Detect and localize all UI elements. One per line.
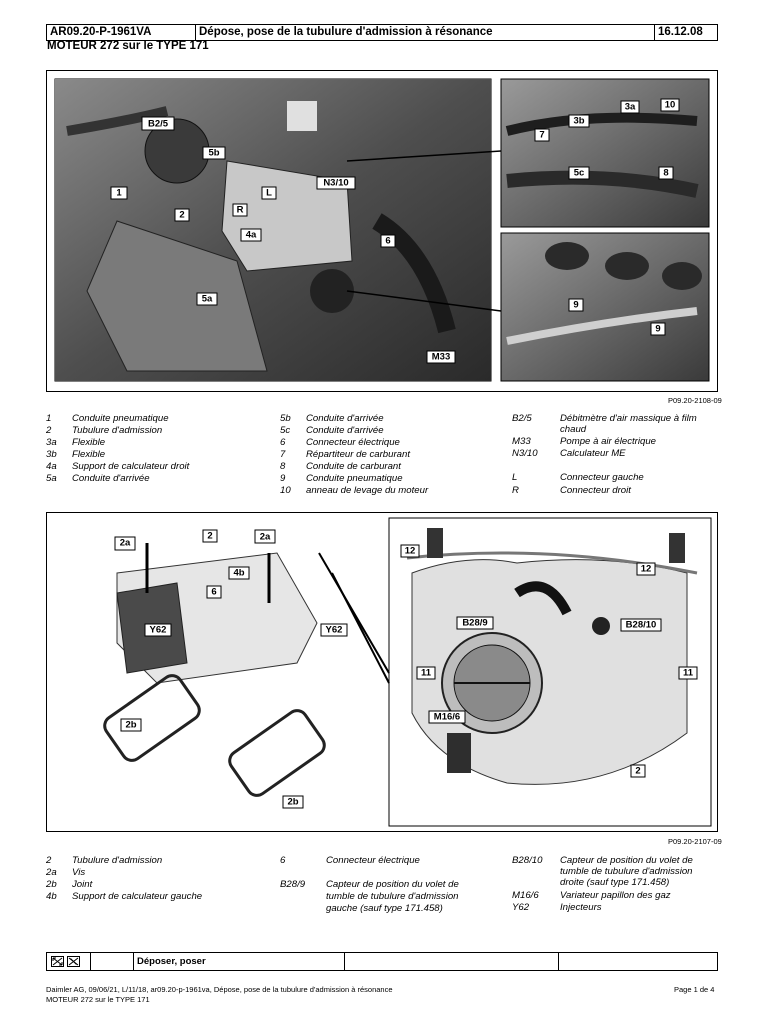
callout-n3-10	[317, 177, 355, 189]
document-date: 16.12.08	[658, 26, 703, 38]
callout-4b	[229, 567, 249, 579]
svg-text:2: 2	[635, 765, 641, 777]
ops-empty-col-3	[559, 953, 717, 970]
callout-2	[175, 209, 189, 221]
callout-L	[262, 187, 276, 199]
callout-5c	[569, 167, 589, 179]
callout-5b	[203, 147, 225, 159]
figure-engine-bay	[46, 70, 718, 392]
svg-text:B2/5: B2/5	[147, 118, 169, 130]
svg-text:2: 2	[207, 530, 213, 542]
svg-text:R: R	[236, 204, 244, 216]
callout-y62-b	[321, 624, 347, 636]
svg-text:6: 6	[211, 586, 217, 598]
figure2-ref: P09.20-2107-09	[668, 837, 722, 846]
engine-bay-illustration	[47, 71, 717, 391]
remove-install-icons	[47, 953, 91, 970]
document-code: AR09.20-P-1961VA	[47, 25, 196, 40]
svg-text:9: 9	[573, 299, 579, 311]
ops-label: Déposer, poser	[134, 953, 345, 970]
svg-text:8: 8	[663, 167, 669, 179]
svg-text:L: L	[266, 187, 272, 199]
svg-text:1: 1	[116, 187, 122, 199]
intake-manifold-illustration	[47, 513, 717, 831]
ops-empty-col-2	[345, 953, 559, 970]
svg-text:2a: 2a	[119, 537, 131, 549]
callout-9b	[651, 323, 665, 335]
svg-text:3a: 3a	[624, 101, 636, 113]
callout-2a-left	[115, 537, 135, 550]
callout-R	[233, 204, 247, 216]
remove-icon	[51, 956, 64, 967]
callout-2a-right	[255, 530, 275, 543]
header-table	[46, 24, 718, 41]
callout-1	[111, 187, 127, 199]
legend1-col3: B2/5 Débitmètre d'air massique à film chaud M33 Pompe à air électrique N3/10 Calculateur ME L Connecteur gauche R Connecteur droit	[512, 413, 697, 496]
svg-text:6: 6	[385, 235, 391, 247]
callout-2-right	[631, 765, 645, 777]
legend2-col1: 2 Tubulure d'admission 2a Vis 2b Joint 4b Support de calculateur gauche	[46, 855, 203, 902]
callout-2-left	[203, 530, 217, 542]
footer-line1: Daimler AG, 09/06/21, L/11/18, ar09.20-p-1961va, Dépose, pose de la tubulure d'admission à résonance	[46, 985, 393, 994]
footer-line2: MOTEUR 272 sur le TYPE 171	[46, 995, 150, 1004]
install-icon	[67, 956, 80, 967]
legend1-col1: 1 Conduite pneumatique 2 Tubulure d'admission 3a Flexible 3b Flexible 4a Support de calculateur droit 5a Conduite d'arrivée	[46, 413, 190, 484]
callout-m33	[427, 351, 455, 363]
svg-text:9: 9	[655, 323, 661, 335]
svg-text:Y62: Y62	[325, 624, 343, 636]
svg-text:M16/6: M16/6	[433, 711, 461, 723]
callout-3a	[621, 101, 639, 113]
svg-text:3b: 3b	[573, 115, 585, 127]
svg-text:11: 11	[682, 667, 694, 679]
callout-12-left	[401, 545, 419, 557]
svg-text:4a: 4a	[245, 229, 257, 241]
svg-text:11: 11	[420, 667, 432, 679]
callout-7	[535, 129, 549, 141]
svg-text:5a: 5a	[201, 293, 213, 305]
callout-6	[381, 235, 395, 247]
callout-m16-6	[429, 711, 465, 723]
callout-3b	[569, 115, 589, 127]
manifold-exploded-view	[101, 543, 328, 799]
svg-text:B28/9: B28/9	[462, 617, 488, 629]
document-title: Dépose, pose de la tubulure d'admission à résonance	[196, 25, 655, 40]
callout-8	[659, 167, 673, 179]
svg-text:2b: 2b	[287, 796, 299, 808]
engine-photo-main	[55, 79, 491, 381]
callout-9a	[569, 299, 583, 311]
operations-table	[46, 952, 718, 971]
legend2-col3: B28/10 Capteur de position du volet de tumble de tubulure d'admission droite (sauf type 171.458) M16/6 Variateur papillon des gaz Y62 Injecteurs	[512, 855, 693, 913]
legend1-col2: 5b Conduite d'arrivée 5c Conduite d'arrivée 6 Connecteur électrique 7 Répartiteur de carburant 8 Conduite de carburant 9 Conduite pneumatique 10 anneau de levage du moteur	[280, 413, 429, 496]
callout-2b-b	[283, 796, 303, 808]
svg-text:B28/10: B28/10	[625, 619, 657, 631]
callout-6-fig2	[207, 586, 221, 598]
ops-empty-col	[91, 953, 134, 970]
svg-text:2a: 2a	[259, 531, 271, 543]
legend2-col2: 6 Connecteur électrique B28/9 Capteur de position du volet de tumble de tubulure d'admission gauche (sauf type 171.458)	[280, 855, 459, 914]
callout-b2-5	[142, 117, 174, 130]
callout-y62-a	[145, 624, 171, 636]
svg-text:10: 10	[664, 99, 676, 111]
svg-text:M33: M33	[431, 351, 451, 363]
svg-text:Y62: Y62	[149, 624, 167, 636]
callout-b28-10	[621, 619, 661, 631]
svg-text:4b: 4b	[233, 567, 245, 579]
figure-intake-manifold	[46, 512, 718, 832]
callout-5a	[197, 293, 217, 305]
svg-text:5b: 5b	[208, 147, 220, 159]
callout-12-right	[637, 563, 655, 575]
svg-text:5c: 5c	[573, 167, 585, 179]
document-subtitle: MOTEUR 272 sur le TYPE 171	[47, 40, 209, 52]
svg-text:N3/10: N3/10	[323, 177, 349, 189]
callout-11-left	[417, 667, 435, 679]
callout-11-right	[679, 667, 697, 679]
callout-10	[661, 99, 679, 111]
svg-text:12: 12	[640, 563, 652, 575]
page-number: Page 1 de 4	[674, 985, 715, 994]
svg-text:2: 2	[179, 209, 185, 221]
figure1-ref: P09.20-2108-09	[668, 396, 722, 405]
callout-b28-9	[457, 617, 493, 629]
svg-text:2b: 2b	[125, 719, 137, 731]
callout-4a	[241, 229, 261, 241]
callout-2b-a	[121, 719, 141, 731]
svg-text:12: 12	[404, 545, 416, 557]
svg-text:7: 7	[539, 129, 545, 141]
